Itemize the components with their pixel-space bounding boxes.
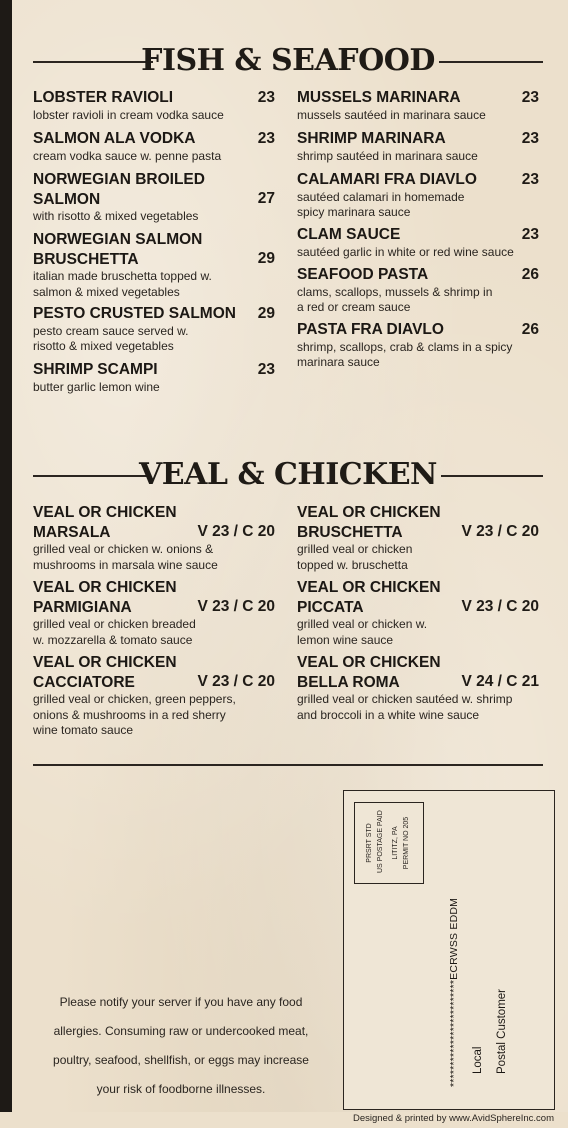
item-description: clams, scallops, mussels & shrimp in [297,284,493,299]
item-description: cream vodka sauce w. penne pasta [33,148,222,163]
item-name-line2: BRUSCHETTA [33,250,139,268]
item-description: grilled veal or chicken sautéed w. shrimp [297,692,513,706]
section-divider [33,764,543,766]
item-name: SHRIMP MARINARA [297,130,446,147]
item-name-line2: BRUSCHETTA [297,523,403,541]
item-description: topped w. bruschetta [297,557,408,572]
item-name: PASTA FRA DIAVLO [297,321,444,338]
menu-item [33,230,275,300]
item-description: lobster ravioli in cream vodka sauce [33,107,224,122]
menu-item [33,503,275,573]
item-description: mushrooms in marsala wine sauce [33,557,218,572]
address-local: Local [472,1046,484,1074]
indicia-line: LITITZ, PA [392,826,399,860]
menu-item [33,653,275,739]
item-name-line2: CACCIATORE [33,673,135,691]
item-price: V 23 / C 20 [197,673,275,690]
item-description: pesto cream sauce served w. [33,323,189,338]
item-name-line2: PICCATA [297,598,364,616]
item-name: SHRIMP SCAMPI [33,361,158,378]
item-description: w. mozzarella & tomato sauce [33,632,193,647]
mailing-panel [343,790,555,1110]
menu-item [33,170,275,225]
item-price: V 23 / C 20 [461,523,539,540]
menu-item [297,88,539,123]
item-name: CALAMARI FRA DIAVLO [297,171,477,188]
veal-chicken-header [33,455,543,495]
indicia-line: PRSRT STD [366,823,373,863]
item-name: NORWEGIAN BROILED [33,171,205,188]
item-price: 23 [521,130,539,147]
item-price: 23 [257,89,275,106]
allergy-notice [33,988,329,1104]
item-price: 26 [521,266,539,283]
item-description: wine tomato sauce [33,723,134,737]
item-description: risotto & mixed vegetables [33,339,174,353]
menu-item [297,170,539,221]
item-description: salmon & mixed vegetables [33,284,180,299]
item-name-line2: MARSALA [33,523,111,541]
item-description: grilled veal or chicken, green peppers, [33,692,236,706]
item-description: mussels sautéed in marinara sauce [297,107,486,122]
allergy-line: allergies. Consuming raw or undercooked meat, [53,1024,309,1038]
item-description: with risotto & mixed vegetables [33,209,199,223]
item-description: grilled veal or chicken w. [297,617,428,631]
item-description: sautéed calamari in homemade [297,189,465,204]
indicia-line: US POSTAGE PAID [377,810,384,873]
item-description: spicy marinara sauce [297,205,411,219]
item-price: 23 [521,226,539,243]
item-price: 23 [257,361,275,378]
item-description: grilled veal or chicken w. onions & [33,542,214,556]
item-name: MUSSELS MARINARA [297,89,461,106]
allergy-line: your risk of foodborne illnesses. [96,1082,266,1096]
item-price: V 24 / C 21 [461,673,539,690]
item-name-line2: PARMIGIANA [33,598,132,616]
fish-seafood-header [33,41,543,81]
item-name: VEAL OR CHICKEN [297,579,441,596]
item-name: SEAFOOD PASTA [297,266,429,283]
item-description: lemon wine sauce [297,632,394,647]
menu-item [297,653,539,723]
item-description: and broccoli in a white wine sauce [297,707,480,722]
address-postal-customer: Postal Customer [496,988,508,1074]
item-name: VEAL OR CHICKEN [33,654,177,671]
menu-item [297,503,539,573]
item-name: SALMON ALA VODKA [33,130,196,147]
item-name-line2: SALMON [33,190,101,208]
item-description: a red or cream sauce [297,300,411,314]
item-name: VEAL OR CHICKEN [33,579,177,596]
item-name: VEAL OR CHICKEN [33,504,177,521]
allergy-line: poultry, seafood, shellfish, or eggs may increase [53,1053,309,1067]
section-title: FISH & SEAFOOD [141,43,435,78]
item-name-line2: BELLA ROMA [297,673,400,691]
menu-item [33,88,275,123]
menu-item [297,320,539,371]
item-description: sautéed garlic in white or red wine sauce [297,244,514,259]
item-name: CLAM SAUCE [297,226,401,243]
allergy-line: Please notify your server if you have any food [59,995,303,1009]
item-description: onions & mushrooms in a red sherry [33,707,226,722]
item-price: V 23 / C 20 [197,523,275,540]
menu-item [33,129,275,164]
item-price: 23 [257,130,275,147]
section-title: VEAL & CHICKEN [139,457,437,492]
item-name: VEAL OR CHICKEN [297,654,441,671]
menu-item [33,304,275,355]
item-description: shrimp, scallops, crab & clams in a spicy [297,339,513,354]
postage-indicia [354,802,424,884]
designer-credit: Designed & printed by www.AvidSphereInc.com [352,1113,554,1124]
item-price: 23 [521,171,539,188]
ecrwss-line: *************************ECRWSS EDDM [448,897,460,1087]
item-description: italian made bruschetta topped w. [33,269,212,283]
item-price: V 23 / C 20 [461,598,539,615]
item-description: marinara sauce [297,355,380,369]
item-price: 29 [257,305,275,322]
item-name: LOBSTER RAVIOLI [33,89,174,106]
item-description: shrimp sautéed in marinara sauce [297,148,478,163]
item-description: grilled veal or chicken breaded [33,617,196,631]
menu-item [297,129,539,164]
menu-item [297,265,539,316]
item-price: 29 [257,250,275,267]
menu-item [33,360,275,395]
item-price: 23 [521,89,539,106]
item-name: PESTO CRUSTED SALMON [33,305,236,322]
item-description: butter garlic lemon wine [33,379,160,394]
item-name: NORWEGIAN SALMON [33,231,203,248]
item-description: grilled veal or chicken [297,542,413,556]
item-price: 27 [257,190,275,207]
menu-item [297,578,539,648]
menu-item [33,578,275,648]
indicia-line: PERMIT NO 205 [403,816,410,870]
menu-item [297,225,539,260]
item-price: 26 [521,321,539,338]
item-price: V 23 / C 20 [197,598,275,615]
item-name: VEAL OR CHICKEN [297,504,441,521]
